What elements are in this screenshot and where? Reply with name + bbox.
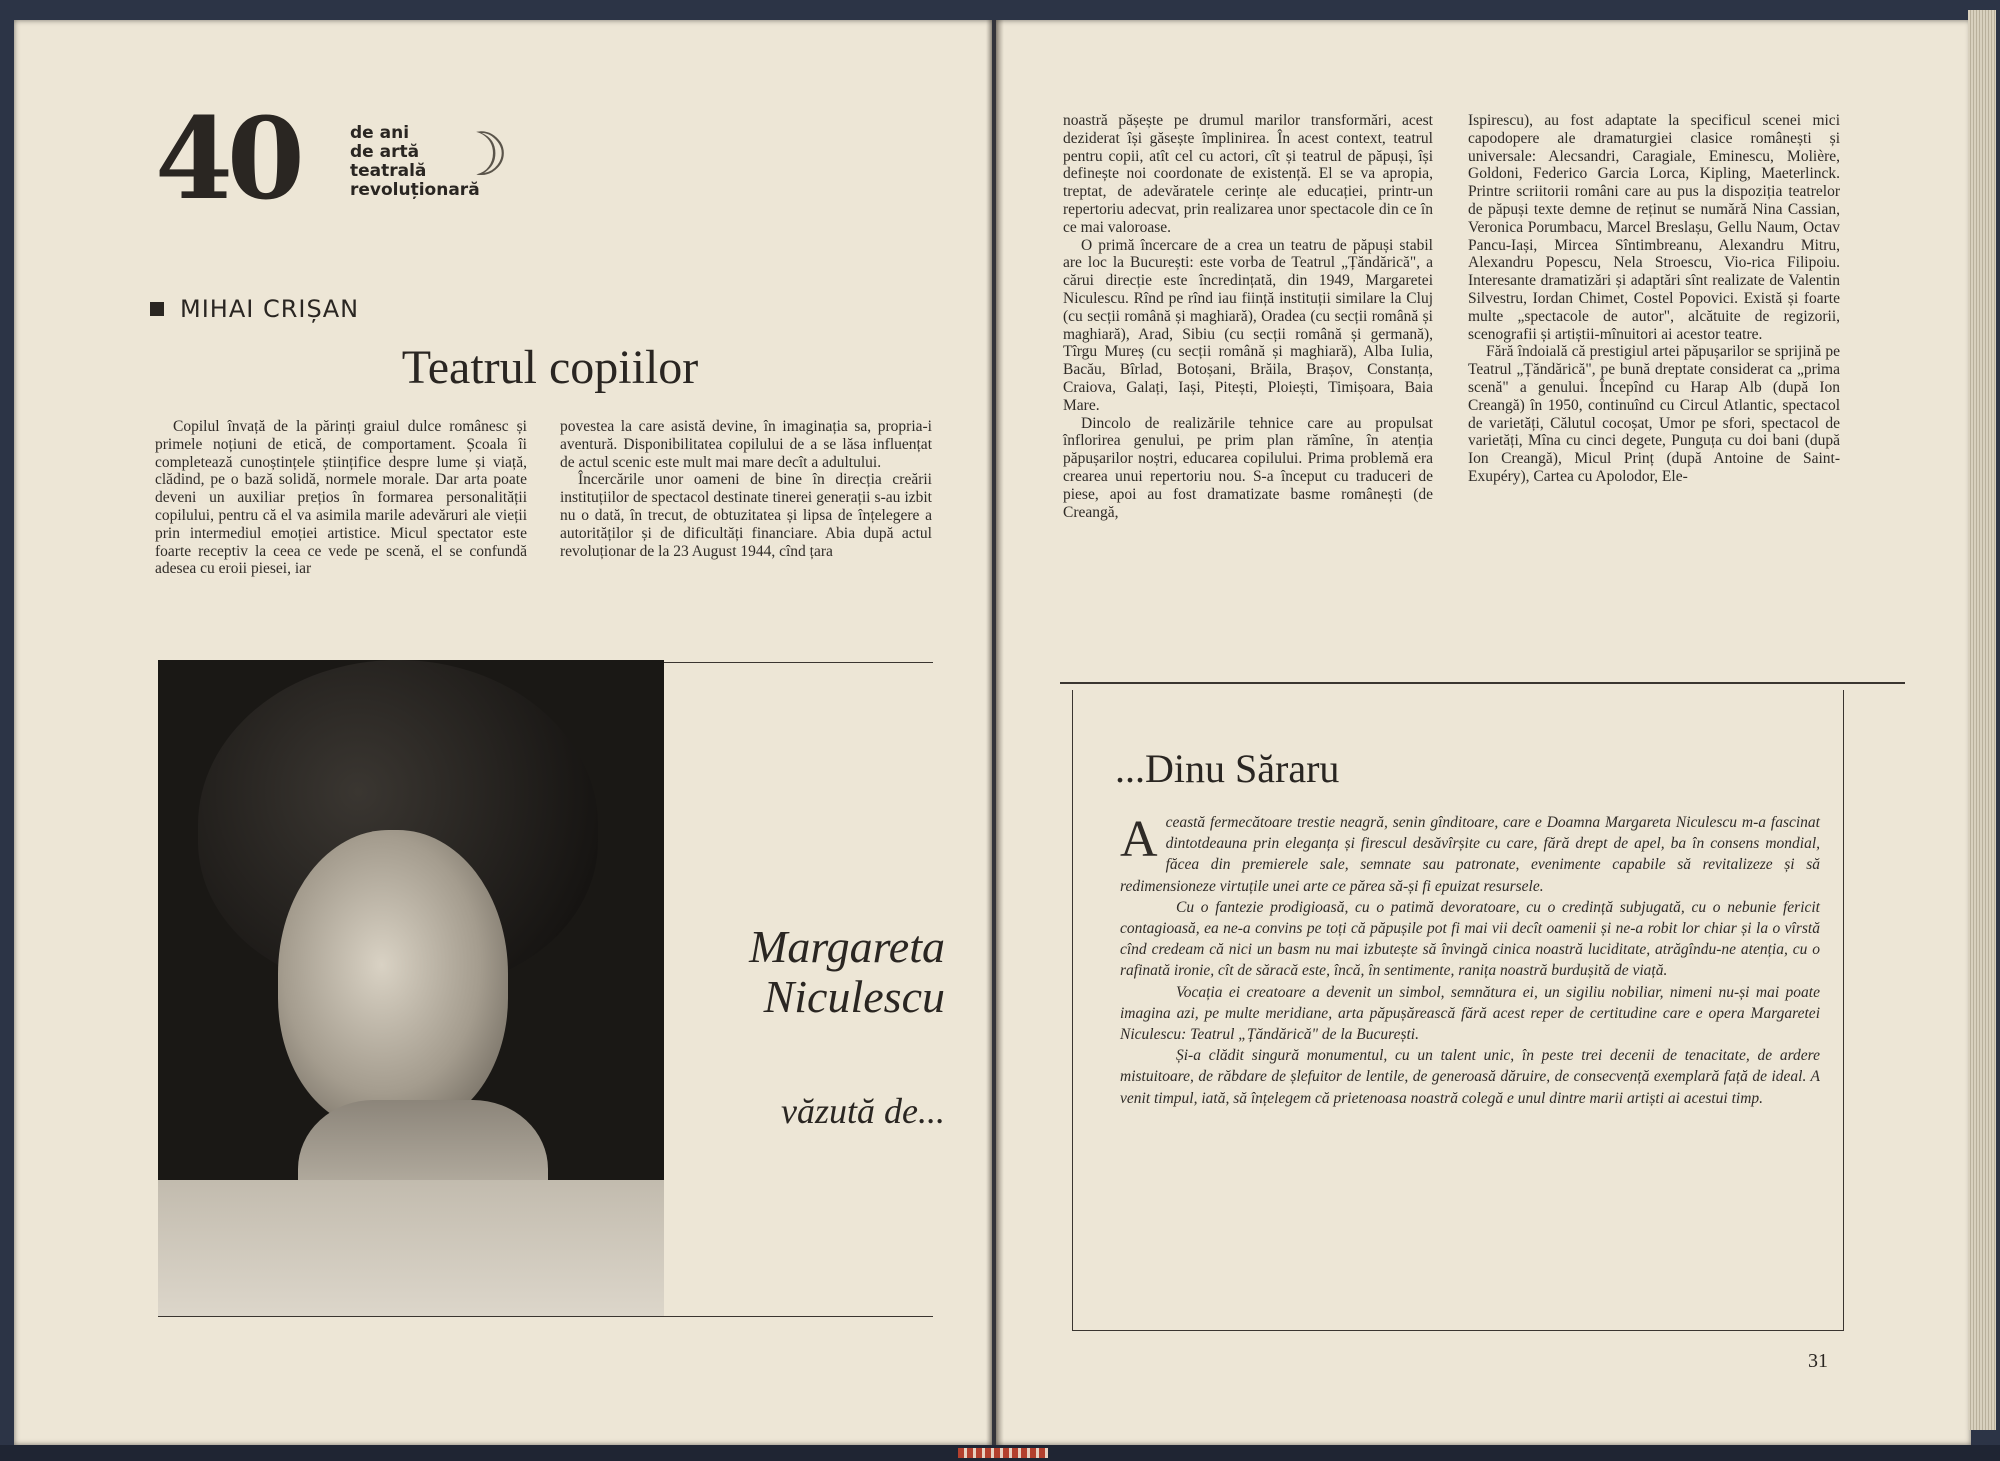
paragraph: Dincolo de realizările tehnice care au propulsat înflorirea genului, pe prim plan rămîne, în atenția păpușarilor noștri, educarea copilului. Prima problemă era crearea unui repertoriu nou. S-a început cu traduceri de piese, apoi au fost dramatizate basme românești (de Creangă,: [1063, 414, 1433, 521]
series-logo: [155, 94, 509, 225]
book-gutter: [986, 20, 1004, 1445]
paragraph: Și-a clădit singură monumentul, cu un talent unic, în peste trei decenii de tenacitate, de ardere mistuitoare, de răbdare de șlefuitor de lentile, de generoasă dăruire, de consecvență exemplară față de ideal. A venit timpul, iată, să înțelegem că prietenoasa noastră colegă e unul dintre marii artiști ai acestui timp.: [1120, 1047, 1820, 1107]
text-column-2: [560, 418, 932, 560]
logo-line: teatrală: [350, 161, 427, 181]
paragraph: Cu o fantezie prodigioasă, cu o patimă devoratoare, cu o credință subjugată, cu o nebunie fericit contagioasă, ea ne-a convins pe toți că păpușile pot fi mai vii decît oamenii și ne-a robit lor chiar și la o vîrstă cînd credeam că nici un basm nu mai izbutește să învingă cinica noastră luciditate, atrăgîndu-ne atenția, cu o rafinată ironie, cît de săracă este, încă, în sentimente, ranița noastră burdușită de viață.: [1120, 898, 1820, 980]
sidebar-title: ...Dinu Săraru: [1115, 746, 1340, 791]
article-title: Teatrul copiilor: [401, 341, 699, 394]
logo-line: de artă: [350, 142, 420, 162]
paragraph: Fără îndoială că prestigiul artei păpușarilor se sprijină pe Teatrul „Țăndărică", pe bună dreptate considerat ca „prima scenă" a genului. Începînd cu Harap Alb (după Ion Creangă) în 1950, continuînd cu Circul Atlantic, spectacol de varietăți, Călutul cocoșat, Umor pe sfori, spectacol de varietăți, Mîna cu cinci degete, Punguța cu doi bani (după Ion Creangă), Micul Prinț (după Antoine de Saint-Exupéry), Cartea cu Apolodor, Ele-: [1468, 343, 1840, 485]
text-column-4: [1468, 112, 1840, 486]
bookmark-ribbon: [958, 1448, 1048, 1458]
photo-caption-seen-by: văzută de...: [781, 1091, 945, 1131]
drop-cap: A: [1120, 811, 1158, 868]
paragraph: Încercările unor oameni de bine în direcția creării instituțiilor de spectacol destinate tinerei generații s-au izbit nu o dată, în trecut, de obtuzitatea și lipsa de înțelegere a autorităților și de dificultăți financiare. Abia după actul revoluționar de la 23 August 1944, cînd țara: [560, 471, 932, 560]
photo-caption-surname: Niculescu: [763, 971, 945, 1022]
square-bullet-icon: [150, 302, 164, 316]
paragraph: povestea la care asistă devine, în imaginația sa, propria-i aventură. Disponibilitatea copilului de a se lăsa influențat de actul scenic este mult mai mare decît a adultului.: [560, 418, 932, 471]
photo-rule-bottom: [158, 1316, 933, 1317]
paragraph: Ispirescu), au fost adaptate la specificul scenei mici capodopere ale dramaturgiei clasice românești și universale: Alecsandri, Caragiale, Eminescu, Molière, Goldoni, Federico Garcia Lorca, Kipling, Maeterlinck. Printre scriitorii români care au pus la dispoziția teatrelor de păpuși texte demne de reținut se numără Nina Cassian, Veronica Porumbacu, Marcel Breslașu, Gellu Naum, Octav Pancu-Iași, Mircea Sîntimbreanu, Alexandru Mitru, Alexandru Popescu, Nela Stroescu, Vio-rica Filipoiu. Interesante dramatizări și adaptări sînt realizate de Valentin Silvestru, Iordan Chimet, Costel Popovici. Există și foarte multe „spectacole de autor", alcătuite de regizorii, scenografii și artiștii-mînuitori ai acestor teatre.: [1468, 112, 1840, 343]
paragraph: O primă încercare de a crea un teatru de păpuși stabil are loc la București: este vorba de Teatrul „Țăndărică", a cărui direcție este încredințată, din 1949, Margaretei Niculescu. Rînd pe rînd iau ființă instituții similare la Cluj (cu secții română și maghiară), Oradea (cu secții română și maghiară), Arad, Sibiu (cu secții română și germană), Tîrgu Mureș (cu secții română și maghiară), Alba Iulia, Bacău, Bîrlad, Botoșani, Brăila, Brașov, Constanța, Craiova, Galați, Iași, Pitești, Ploiești, Timișoara, Baia Mare.: [1063, 236, 1433, 414]
text-column-1: [155, 418, 527, 578]
author-name: MIHAI CRIȘAN: [180, 295, 360, 323]
text-column-3: [1063, 112, 1433, 521]
paragraph: Vocația ei creatoare a devenit un simbol, semnătura ei, un sigiliu nobiliar, nimeni nu-și mai poate imagina azi, pe multe meridiane, arta păpușărească fără acest reper de certitudine care e opera Margaretei Niculescu: Teatrul „Țăndărică" de la București.: [1120, 983, 1820, 1044]
sidebar-rule: [1060, 682, 1905, 684]
page-number: 31: [1808, 1350, 1828, 1372]
logo-line: revoluționară: [350, 180, 480, 200]
sidebar-text: [1120, 812, 1820, 1109]
paragraph: Această fermecătoare trestie neagră, senin gînditoare, care e Doamna Margareta Niculescu m-a fascinat dintotdeauna prin eleganța și firescul desăvîrșite cu care, fără drept de apel, ba în consens mondial, făcea din premierele sale, semnate sau patronate, evenimente capabile să revitalizeze și să redimensioneze virtuțile unei arte ce părea să-și fi epuizat resursele.: [1120, 811, 1820, 895]
page-edges: [1968, 10, 1996, 1430]
logo-number: 40: [155, 94, 299, 225]
photo-caption-name: Margareta: [749, 921, 945, 972]
theatre-mask-icon: ☽: [455, 122, 509, 188]
paragraph: noastră pășește pe drumul marilor transformări, acest deziderat își găsește împlinirea. În acest context, teatrul pentru copii, atît cel cu actori, cît și teatrul de păpuși, își definește noi coordonate de existență. El se va apropia, treptat, de adevăratele cerințe ale educației, printr-un repertoriu adecvat, prin realizarea unor spectacole din ce în ce mai valoroase.: [1063, 112, 1433, 236]
portrait-photo: [158, 660, 664, 1316]
logo-line: de ani: [350, 123, 410, 143]
paragraph: Copilul învață de la părinți graiul dulce românesc și primele noțiuni de etică, de comportament. Școala îi completează cunoștințele științifice despre lume și viață, clădind, pe o bază solidă, normele morale. Dar arta poate deveni un auxiliar prețios în formarea personalității copilului, pentru că el va asimila marile adevăruri ale vieții prin intermediul emoției artistice. Micul spectator este foarte receptiv la ceea ce vede pe scenă, el se confundă adesea cu eroii piesei, iar: [155, 418, 527, 578]
article-author: [150, 295, 359, 323]
